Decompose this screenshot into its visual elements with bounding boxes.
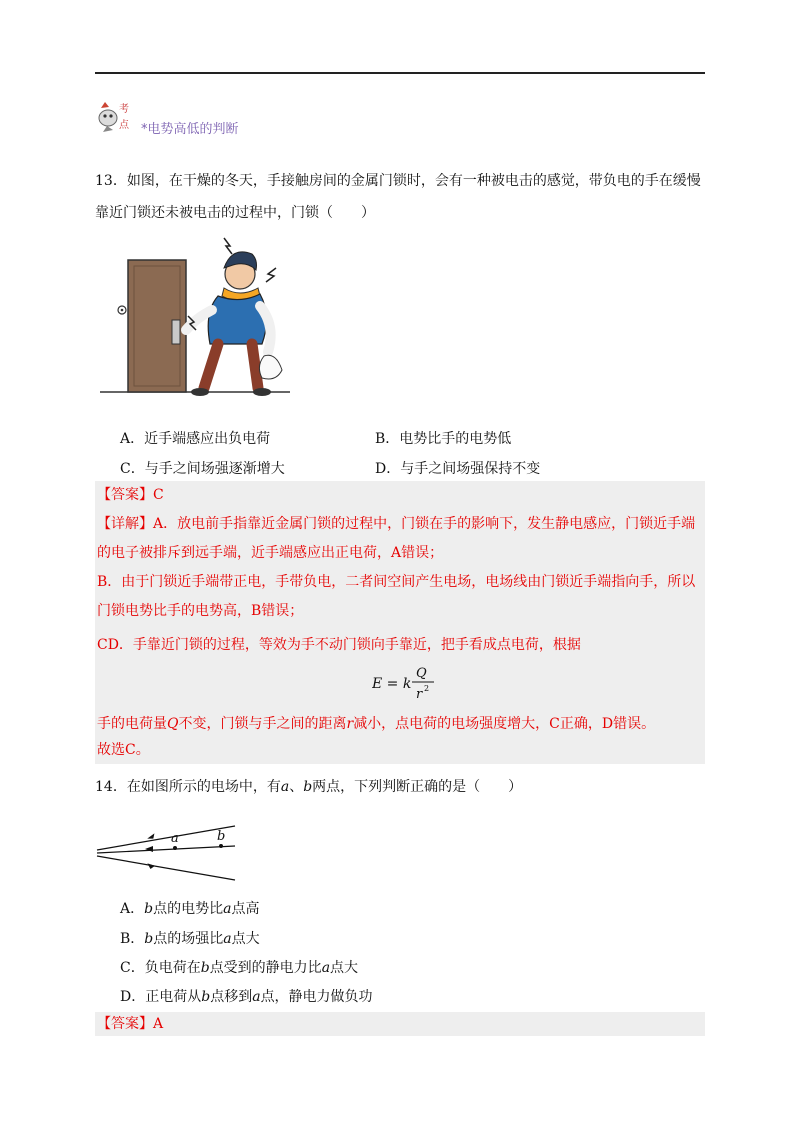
q14-option-b: B．b点的场强比a点大 <box>120 931 260 947</box>
svg-text:点: 点 <box>119 120 129 131</box>
q14-answer-box <box>95 1012 705 1036</box>
kaodian-badge-icon <box>95 96 135 136</box>
q14-option-c: C．负电荷在b点受到的静电力比a点大 <box>120 960 359 976</box>
coulomb-formula <box>372 663 452 703</box>
electric-field-diagram <box>95 820 245 885</box>
header-rule <box>95 72 705 74</box>
q13-explain-line2: 的电子被排斥到远手端，近手端感应出正电荷，A错误； <box>97 545 444 561</box>
q13-option-d: D．与手之间场强保持不变 <box>375 461 541 477</box>
svg-text:r: r <box>416 687 423 702</box>
q13-explain-line3: B．由于门锁近手端带正电，手带负电，二者间空间产生电场，电场线由门锁近手端指向手，所以 <box>97 574 696 590</box>
q14-answer: 【答案】A <box>97 1016 164 1032</box>
svg-text:a: a <box>171 831 179 846</box>
q13-stem-line2: 靠近门锁还未被电击的过程中，门锁（ ） <box>95 205 375 221</box>
q13-stem <box>95 167 705 227</box>
q13-option-b: B．电势比手的电势低 <box>375 431 512 447</box>
svg-text:考: 考 <box>119 104 129 115</box>
q13-explain-line6: 手的电荷量Q不变，门锁与手之间的距离r减小，点电荷的电场强度增大，C正确，D错误。 <box>97 716 656 732</box>
q13-answer-box <box>95 481 705 764</box>
q13-explain-line1: 【详解】A．放电前手指靠近金属门锁的过程中，门锁在手的影响下，发生静电感应，门锁近手端 <box>97 516 696 532</box>
q13-option-c: C．与手之间场强逐渐增大 <box>120 461 285 477</box>
q13-explain-line4: 门锁电势比手的电势高，B错误； <box>97 603 304 619</box>
q14-option-a: A．b点的电势比a点高 <box>120 901 260 917</box>
q13-stem-line1: 13．如图，在干燥的冬天，手接触房间的金属门锁时，会有一种被电击的感觉，带负电的手在缓慢 <box>95 173 701 189</box>
svg-text:Q: Q <box>416 666 427 681</box>
q14-option-d: D．正电荷从b点移到a点，静电力做负功 <box>120 989 373 1005</box>
svg-text:b: b <box>217 829 226 844</box>
svg-text:E = k: E = k <box>372 676 412 692</box>
svg-text:2: 2 <box>424 684 430 693</box>
q13-explain-line7: 故选C。 <box>97 742 150 758</box>
q13-explain-line5: CD．手靠近门锁的过程，等效为手不动门锁向手靠近，把手看成点电荷，根据 <box>97 637 581 653</box>
door-lock-illustration <box>100 232 290 410</box>
q13-option-a: A．近手端感应出负电荷 <box>120 431 271 447</box>
q14-stem: 14．在如图所示的电场中，有a、b两点，下列判断正确的是（ ） <box>95 779 523 795</box>
q13-answer: 【答案】C <box>97 487 164 503</box>
topic-label: *电势高低的判断 <box>141 122 239 137</box>
